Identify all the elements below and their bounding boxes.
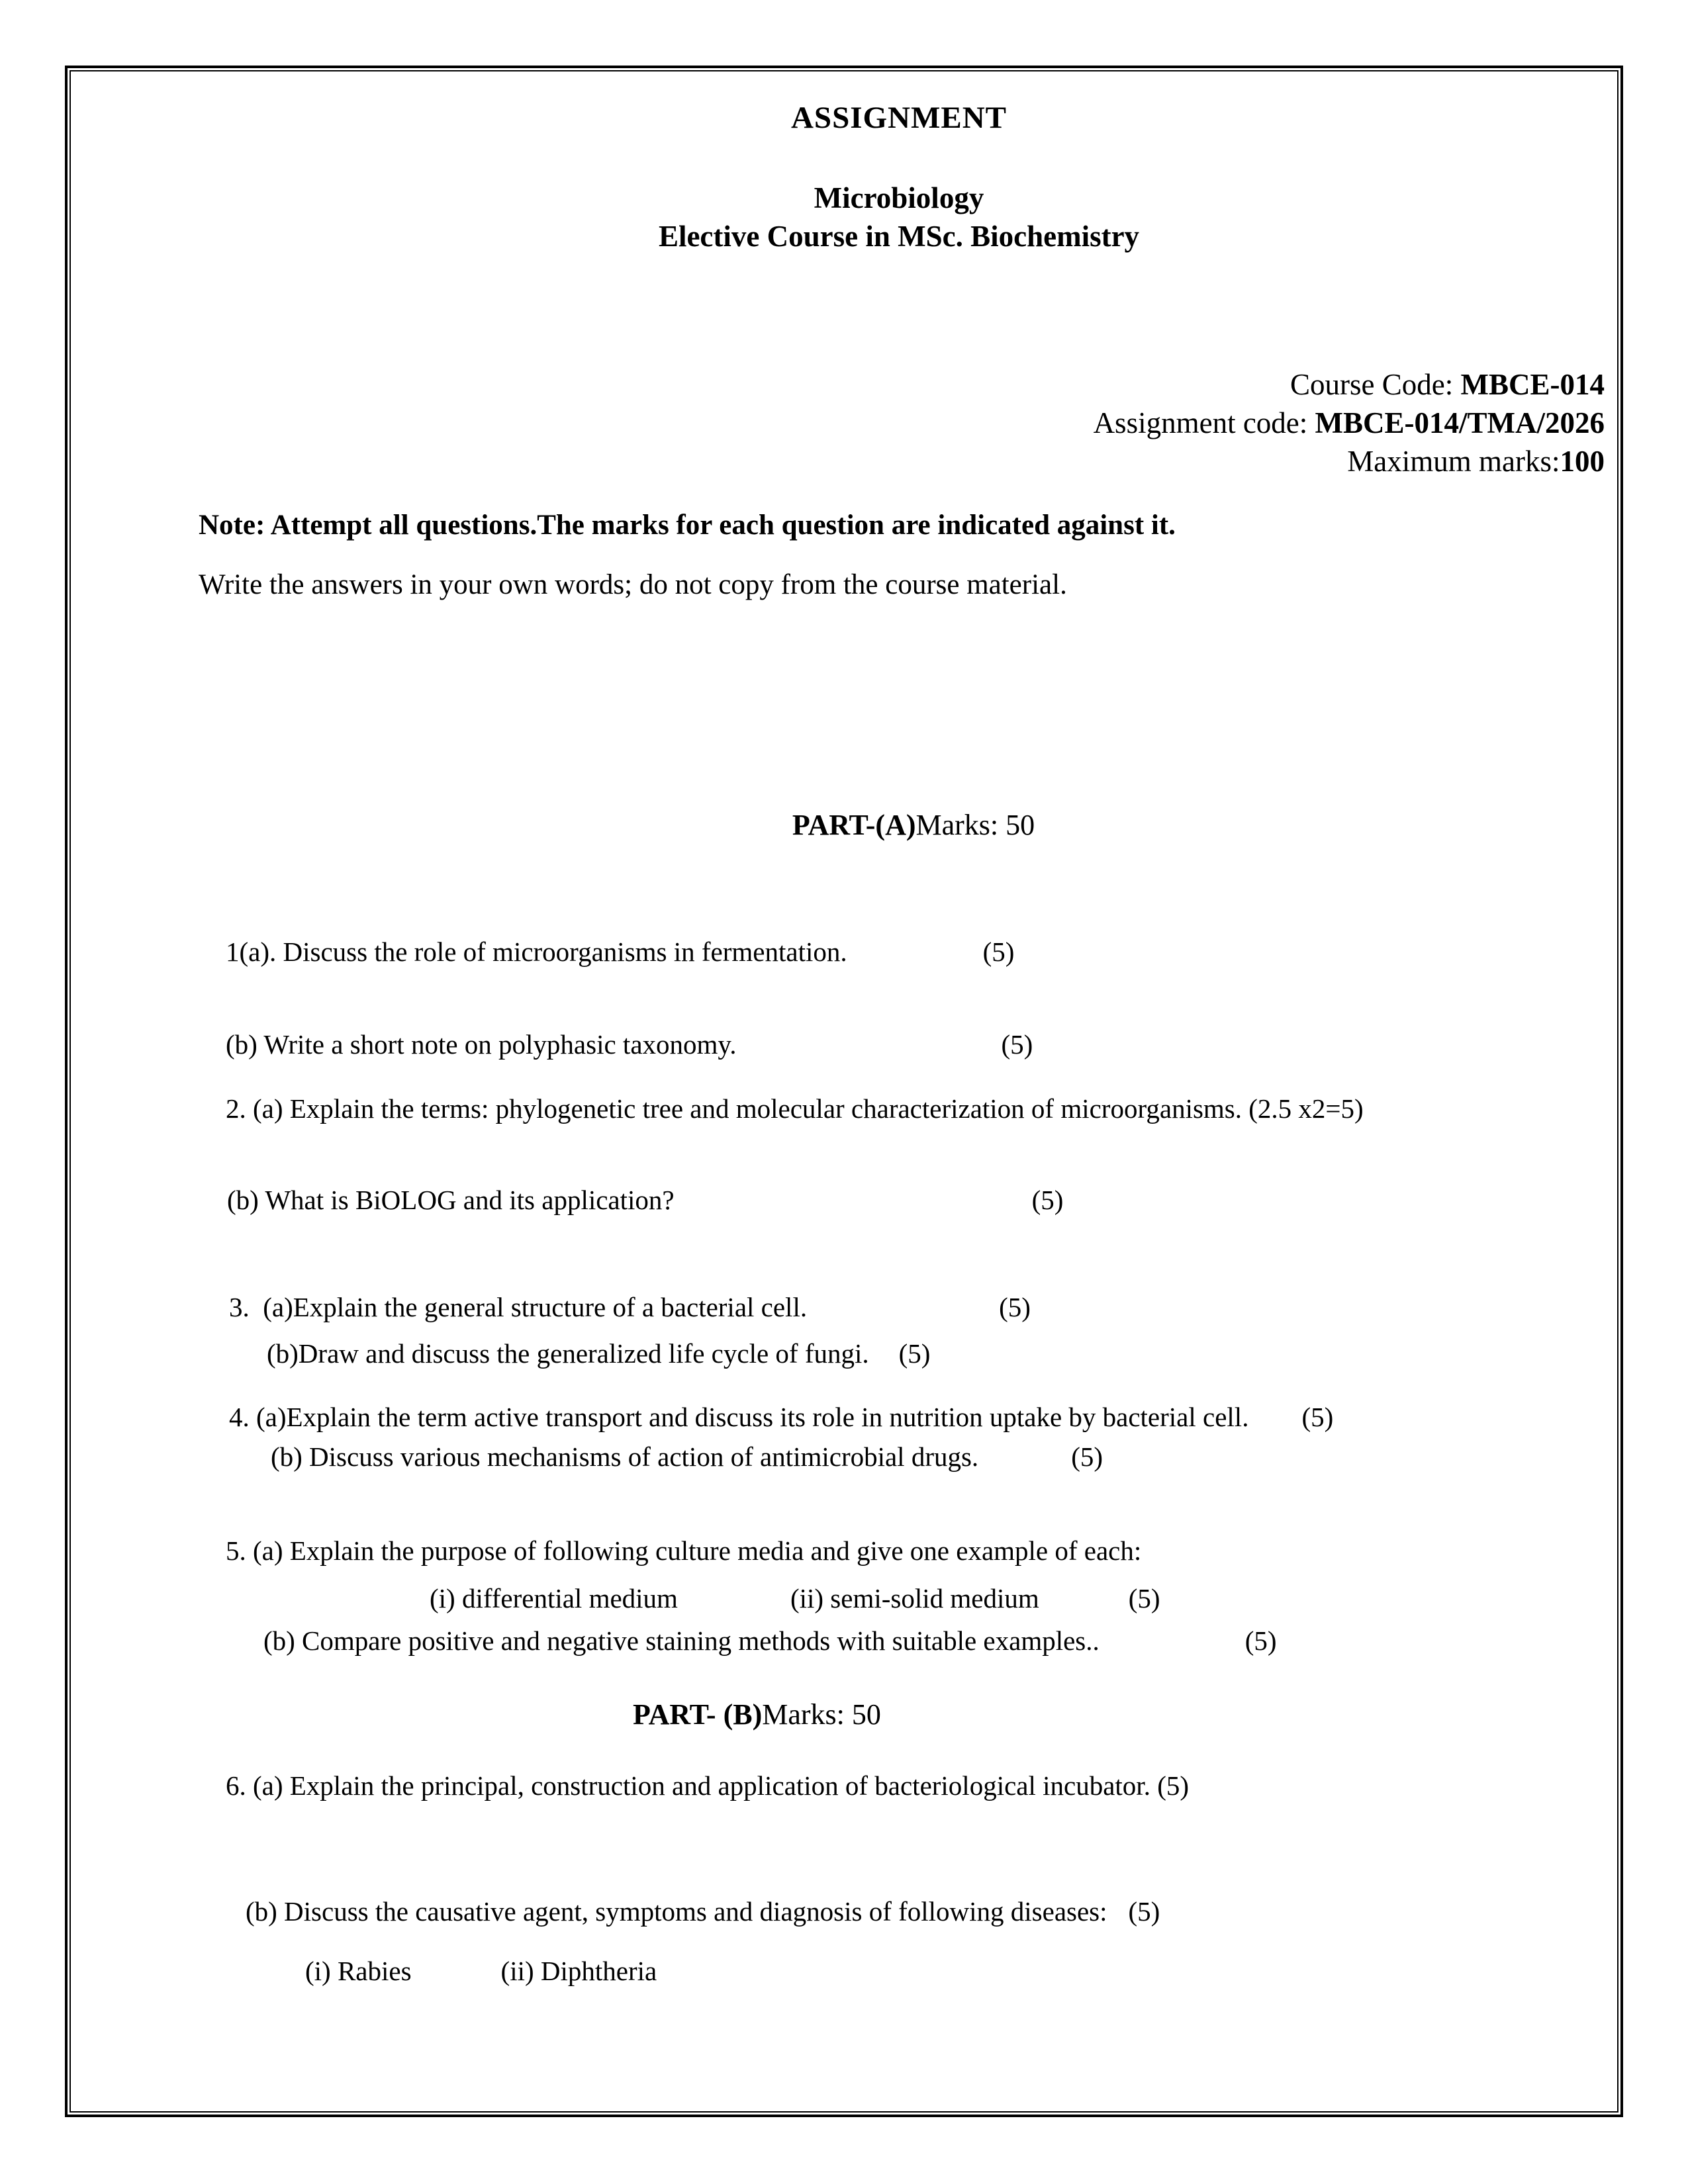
- question-6a-text: 6. (a) Explain the principal, construction and application of bacteriological incubator. (5): [226, 1770, 1189, 1801]
- question-1b-marks: (5): [1001, 1029, 1033, 1060]
- question-2b-text: (b) What is BiOLOG and its application?: [227, 1185, 675, 1216]
- question-1b-text: (b) Write a short note on polyphasic taxonomy.: [226, 1029, 737, 1060]
- page-title: ASSIGNMENT: [790, 101, 1007, 135]
- question-2b: [200, 1152, 1063, 1250]
- course-code-value: MBCE-014: [1460, 368, 1605, 401]
- question-3a-text: 3. (a)Explain the general structure of a bacterial cell.: [229, 1292, 808, 1323]
- question-4b-marks: (5): [1071, 1441, 1103, 1473]
- course-name: Microbiology: [814, 181, 984, 214]
- question-5a-item-ii: (ii) semi-solid medium: [790, 1583, 1039, 1614]
- max-marks-value: 100: [1560, 445, 1605, 478]
- part-b-heading-label: PART- (B): [633, 1698, 763, 1731]
- question-6a: [199, 1737, 1189, 1835]
- max-marks-label: Maximum marks:: [1347, 445, 1560, 478]
- part-a-heading-label: PART-(A): [792, 808, 916, 841]
- question-3b-marks: (5): [898, 1338, 931, 1369]
- question-1a-text: 1(a). Discuss the role of microorganisms in fermentation.: [226, 936, 847, 968]
- part-b-heading-marks: Marks: 50: [762, 1698, 881, 1731]
- assignment-code-label: Assignment code:: [1093, 406, 1315, 439]
- question-4a-text: 4. (a)Explain the term active transport and discuss its role in nutrition uptake by bacterial cell.: [229, 1402, 1249, 1433]
- question-2b-marks: (5): [1031, 1185, 1064, 1216]
- question-2a-text: 2. (a) Explain the terms: phylogenetic tree and molecular characterization of microorganisms. (2.5 x2=5): [226, 1093, 1364, 1124]
- question-4b: [244, 1408, 1103, 1506]
- question-6b-marks: (5): [1128, 1896, 1160, 1927]
- course-code-label: Course Code:: [1290, 368, 1461, 401]
- question-3a-marks: (5): [999, 1292, 1031, 1323]
- question-5a-item-i: (i) differential medium: [430, 1583, 678, 1614]
- question-2a: [199, 1060, 1364, 1158]
- assignment-code-value: MBCE-014/TMA/2026: [1315, 406, 1605, 439]
- question-5b-marks: (5): [1244, 1625, 1277, 1657]
- note-regular-line: Write the answers in your own words; do not copy from the course material.: [199, 569, 1067, 600]
- question-4b-text: (b) Discuss various mechanisms of action of antimicrobial drugs.: [271, 1441, 979, 1473]
- question-6b-text: (b) Discuss the causative agent, symptoms and diagnosis of following diseases:: [246, 1896, 1107, 1927]
- question-5a-text: 5. (a) Explain the purpose of following culture media and give one example of each:: [226, 1535, 1142, 1567]
- question-1a: [199, 903, 1014, 1001]
- question-6b-item-i: (i) Rabies: [305, 1956, 412, 1987]
- question-6b-item-ii: (ii) Diphtheria: [500, 1956, 657, 1987]
- question-5a-subitems-marks: (5): [1128, 1583, 1160, 1614]
- question-6b-subitems: [278, 1923, 657, 2021]
- note-bold-line: Note: Attempt all questions.The marks for each question are indicated against it.: [199, 510, 1176, 541]
- question-3b-text: (b)Draw and discuss the generalized life cycle of fungi.: [267, 1338, 869, 1369]
- course-description: Elective Course in MSc. Biochemistry: [658, 220, 1140, 253]
- max-marks-line: [1317, 408, 1605, 515]
- part-a-heading-marks: Marks: 50: [915, 808, 1035, 841]
- question-1a-marks: (5): [982, 936, 1015, 968]
- question-5b-text: (b) Compare positive and negative staining methods with suitable examples..: [263, 1625, 1100, 1657]
- question-4a-marks: (5): [1301, 1402, 1334, 1433]
- part-a-heading: [196, 773, 1602, 878]
